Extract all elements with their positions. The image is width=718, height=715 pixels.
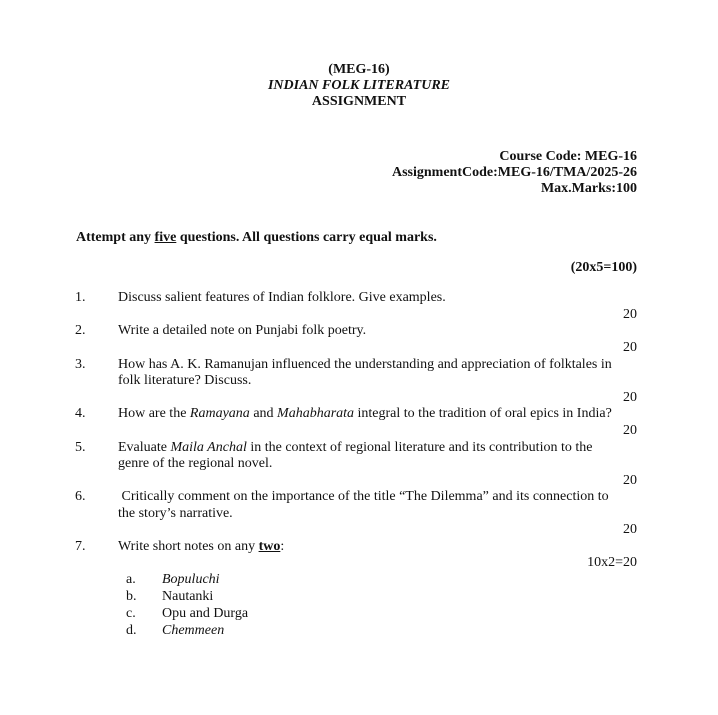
question-text-cont: folk literature? Discuss. <box>118 373 252 388</box>
question-marks: 20 <box>623 423 637 438</box>
question-text <box>118 406 612 422</box>
question-number: 7. <box>75 539 86 554</box>
q5-post: in the context of regional literature and its contribution to the <box>246 440 593 455</box>
document-subtitle: ASSIGNMENT <box>311 94 407 109</box>
question-marks: 20 <box>623 307 637 322</box>
q4-mahabharata: Mahabharata <box>277 406 355 421</box>
q4-post: integral to the tradition of oral epics in India? <box>354 406 612 421</box>
q7-emphasis: two <box>258 539 281 554</box>
total-marks: (20x5=100) <box>570 260 637 275</box>
question-marks: 20 <box>623 390 637 405</box>
subitem-label: a. <box>126 572 136 587</box>
subitem-label: d. <box>126 623 137 638</box>
question-marks: 20 <box>623 340 637 355</box>
question-number: 4. <box>75 406 86 421</box>
q7-post: : <box>280 539 285 554</box>
assignment-code: AssignmentCode:MEG-16/TMA/2025-26 <box>392 165 637 180</box>
q5-pre: Evaluate <box>118 440 171 455</box>
question-text: Critically comment on the importance of the title “The Dilemma” and its connection to <box>118 489 609 504</box>
question-text-cont: the story’s narrative. <box>118 506 233 521</box>
question-number: 2. <box>75 323 86 338</box>
subitem-text: Nautanki <box>162 589 214 604</box>
question-text: Write a detailed note on Punjabi folk poetry. <box>118 323 367 338</box>
q7-pre: Write short notes on any <box>118 539 259 554</box>
question-text-cont: genre of the regional novel. <box>118 456 273 471</box>
subitem-label: b. <box>126 589 137 604</box>
question-number: 6. <box>75 489 86 504</box>
question-text <box>118 440 592 456</box>
question-number: 3. <box>75 357 86 372</box>
question-number: 1. <box>75 290 86 305</box>
course-code: Course Code: MEG-16 <box>499 149 637 164</box>
question-marks: 20 <box>623 473 637 488</box>
q4-mid: and <box>249 406 278 421</box>
max-marks: Max.Marks:100 <box>540 181 637 196</box>
instruction-post: questions. All questions carry equal marks. <box>176 230 437 245</box>
question-marks: 20 <box>623 522 637 537</box>
subitem-text: Bopuluchi <box>162 572 220 587</box>
subitem-text: Chemmeen <box>162 623 225 638</box>
q5-maila-anchal: Maila Anchal <box>170 440 247 455</box>
document-title: INDIAN FOLK LITERATURE <box>267 78 451 93</box>
subitem-text: Opu and Durga <box>162 606 249 621</box>
instruction-pre: Attempt any <box>76 230 155 245</box>
question-marks: 10x2=20 <box>587 555 637 570</box>
course-code-heading: (MEG-16) <box>328 62 390 77</box>
q4-ramayana: Ramayana <box>189 406 250 421</box>
question-text <box>118 539 284 555</box>
question-number: 5. <box>75 440 86 455</box>
instruction-emphasis: five <box>154 230 177 245</box>
question-text: How has A. K. Ramanujan influenced the understanding and appreciation of folktales in <box>118 357 612 372</box>
instruction <box>76 230 437 246</box>
q4-pre: How are the <box>118 406 190 421</box>
subitem-label: c. <box>126 606 136 621</box>
question-text: Discuss salient features of Indian folklore. Give examples. <box>118 290 446 305</box>
